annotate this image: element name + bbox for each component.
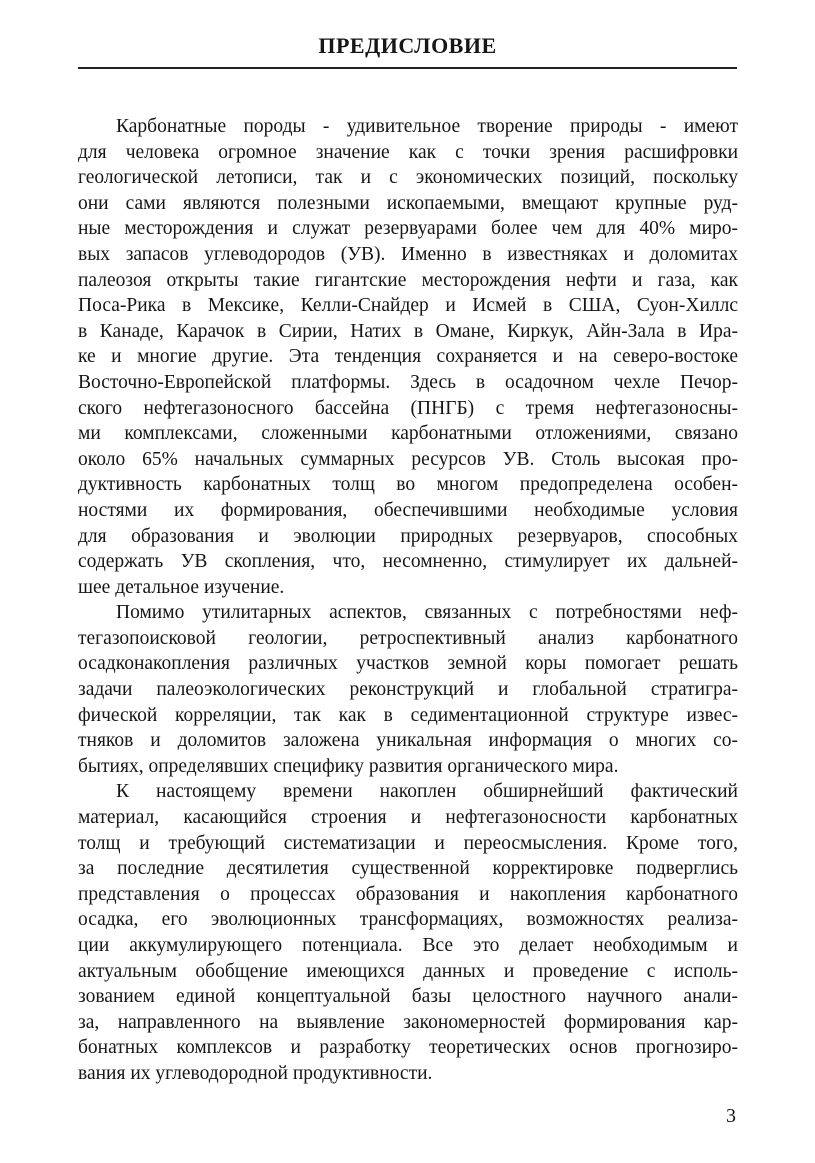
text-line: вых запасов углеводородов (УВ). Именно в известняках и доломитах bbox=[78, 243, 738, 265]
text-line: тняков и доломитов заложена уникальная информация о многих со- bbox=[78, 730, 738, 752]
text-line: осадка, его эволюционных трансформациях, возможностях реализа- bbox=[78, 909, 738, 931]
text-line: фической корреляции, так как в седиментационной структуре извес- bbox=[78, 704, 738, 726]
text-line: в Канаде, Карачок в Сирии, Натих в Омане, Киркук, Айн-Зала в Ира- bbox=[78, 320, 738, 342]
text-line: Поса-Рика в Мексике, Келли-Снайдер и Исмей в США, Суон-Хиллс bbox=[78, 295, 738, 317]
text-line: для человека огромное значение как с точки зрения расшифровки bbox=[78, 141, 738, 163]
text-line: ностями их формирования, обеспечившими необходимые условия bbox=[78, 499, 738, 521]
page-title: ПРЕДИСЛОВИЕ bbox=[318, 33, 497, 58]
text-line: они сами являются полезными ископаемыми, вмещают крупные руд- bbox=[78, 192, 738, 214]
text-line: дуктивность карбонатных толщ во многом предопределена особен- bbox=[78, 474, 738, 496]
text-line: шее детальное изучение. bbox=[78, 576, 285, 598]
text-line: для образования и эволюции природных резервуаров, способных bbox=[78, 525, 738, 547]
text-line: ции аккумулирующего потенциала. Все это делает необходимым и bbox=[78, 935, 738, 956]
text-line: толщ и требующий систематизации и переосмысления. Кроме того, bbox=[78, 832, 738, 854]
text-line: геологической летописи, так и с экономических позиций, поскольку bbox=[78, 167, 738, 189]
text-line: содержать УВ скопления, что, несомненно, стимулирует их дальней- bbox=[78, 551, 738, 573]
text-line: Помимо утилитарных аспектов, связанных с потребностями неф- bbox=[116, 602, 738, 624]
text-line: зованием единой концептуальной базы целостного научного анали- bbox=[78, 986, 738, 1008]
text-line: Карбонатные породы - удивительное творение природы - имеют bbox=[116, 116, 738, 137]
body-text bbox=[78, 114, 738, 1087]
text-line: за последние десятилетия существенной корректировке подверглись bbox=[78, 858, 738, 880]
page-number: 3 bbox=[726, 1105, 736, 1127]
text-line: ского нефтегазоносного бассейна (ПНГБ) с тремя нефтегазоносны- bbox=[78, 397, 738, 419]
text-line: К настоящему времени накоплен обширнейший фактический bbox=[116, 781, 738, 803]
text-line: вания их углеводородной продуктивности. bbox=[78, 1062, 433, 1084]
text-line: бытиях, определявших специфику развития органического мира. bbox=[78, 755, 619, 777]
title-divider bbox=[78, 67, 737, 69]
text-line: ми комплексами, сложенными карбонатными отложениями, связано bbox=[78, 423, 738, 445]
text-line: за, направленного на выявление закономерностей формирования кар- bbox=[78, 1011, 738, 1033]
text-line: около 65% начальных суммарных ресурсов УВ. Столь высокая про- bbox=[78, 448, 738, 470]
text-line: ные месторождения и служат резервуарами более чем для 40% миро- bbox=[78, 218, 738, 240]
text-line: Восточно-Европейской платформы. Здесь в осадочном чехле Печор- bbox=[78, 371, 738, 393]
text-line: тегазопоисковой геологии, ретроспективный анализ карбонатного bbox=[78, 627, 738, 649]
text-line: ке и многие другие. Эта тенденция сохраняется и на северо-востоке bbox=[78, 346, 738, 368]
text-line: осадконакопления различных участков земной коры помогает решать bbox=[78, 653, 738, 675]
text-line: материал, касающийся строения и нефтегазоносности карбонатных bbox=[78, 807, 738, 829]
text-line: задачи палеоэкологических реконструкций и глобальной стратигра- bbox=[78, 679, 738, 701]
text-line: представления о процессах образования и накопления карбонатного bbox=[78, 883, 738, 905]
text-line: актуальным обобщение имеющихся данных и проведение с исполь- bbox=[78, 960, 738, 982]
text-line: бонатных комплексов и разработку теоретических основ прогнозиро- bbox=[78, 1037, 738, 1059]
text-line: палеозоя открыты такие гигантские месторождения нефти и газа, как bbox=[78, 269, 738, 291]
